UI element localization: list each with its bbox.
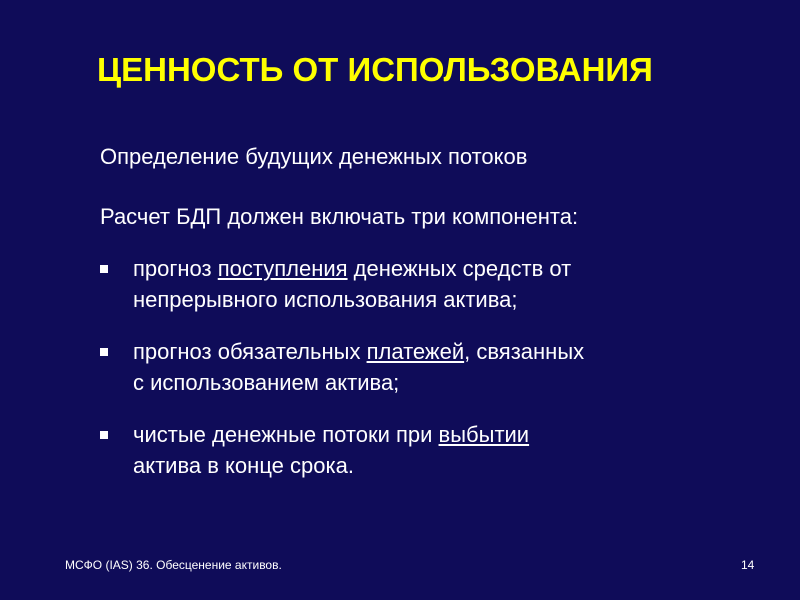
list-item [100,336,720,398]
section-subheading: Определение будущих денежных потоков [100,144,528,169]
disposal-link[interactable]: выбытии [438,422,530,447]
square-bullet-icon [100,265,108,273]
receipts-link[interactable]: поступления [217,256,348,281]
bullet-text-before-link: прогноз обязательных [133,339,367,364]
bullet-line-1 [133,419,720,450]
bullet-text-after-link: денежных средств от [347,256,572,281]
bullet-line-2: непрерывного использования актива; [133,287,518,312]
list-item [100,253,720,315]
bullet-line-2: с использованием актива; [133,370,400,395]
bullet-line-1 [133,253,720,284]
components-list [100,253,720,502]
bullet-line-1 [133,336,720,367]
bullet-text [133,336,720,398]
list-item [100,419,720,481]
page-number: 14 [741,558,755,572]
bullet-line-2: актива в конце срока. [133,453,354,478]
payments-link[interactable]: платежей [366,339,465,364]
bullet-text [133,253,720,315]
intro-text: Расчет БДП должен включать три компонента: [100,204,579,229]
bullet-text-after-link: , связанных [464,339,585,364]
square-bullet-icon [100,431,108,439]
bullet-text-before-link: прогноз [133,256,218,281]
footer-caption: МСФО (IAS) 36. Обесценение активов. [65,558,282,572]
slide-title: ЦЕННОСТЬ ОТ ИСПОЛЬЗОВАНИЯ [97,51,653,88]
bullet-text-before-link: чистые денежные потоки при [133,422,439,447]
bullet-text [133,419,720,481]
square-bullet-icon [100,348,108,356]
